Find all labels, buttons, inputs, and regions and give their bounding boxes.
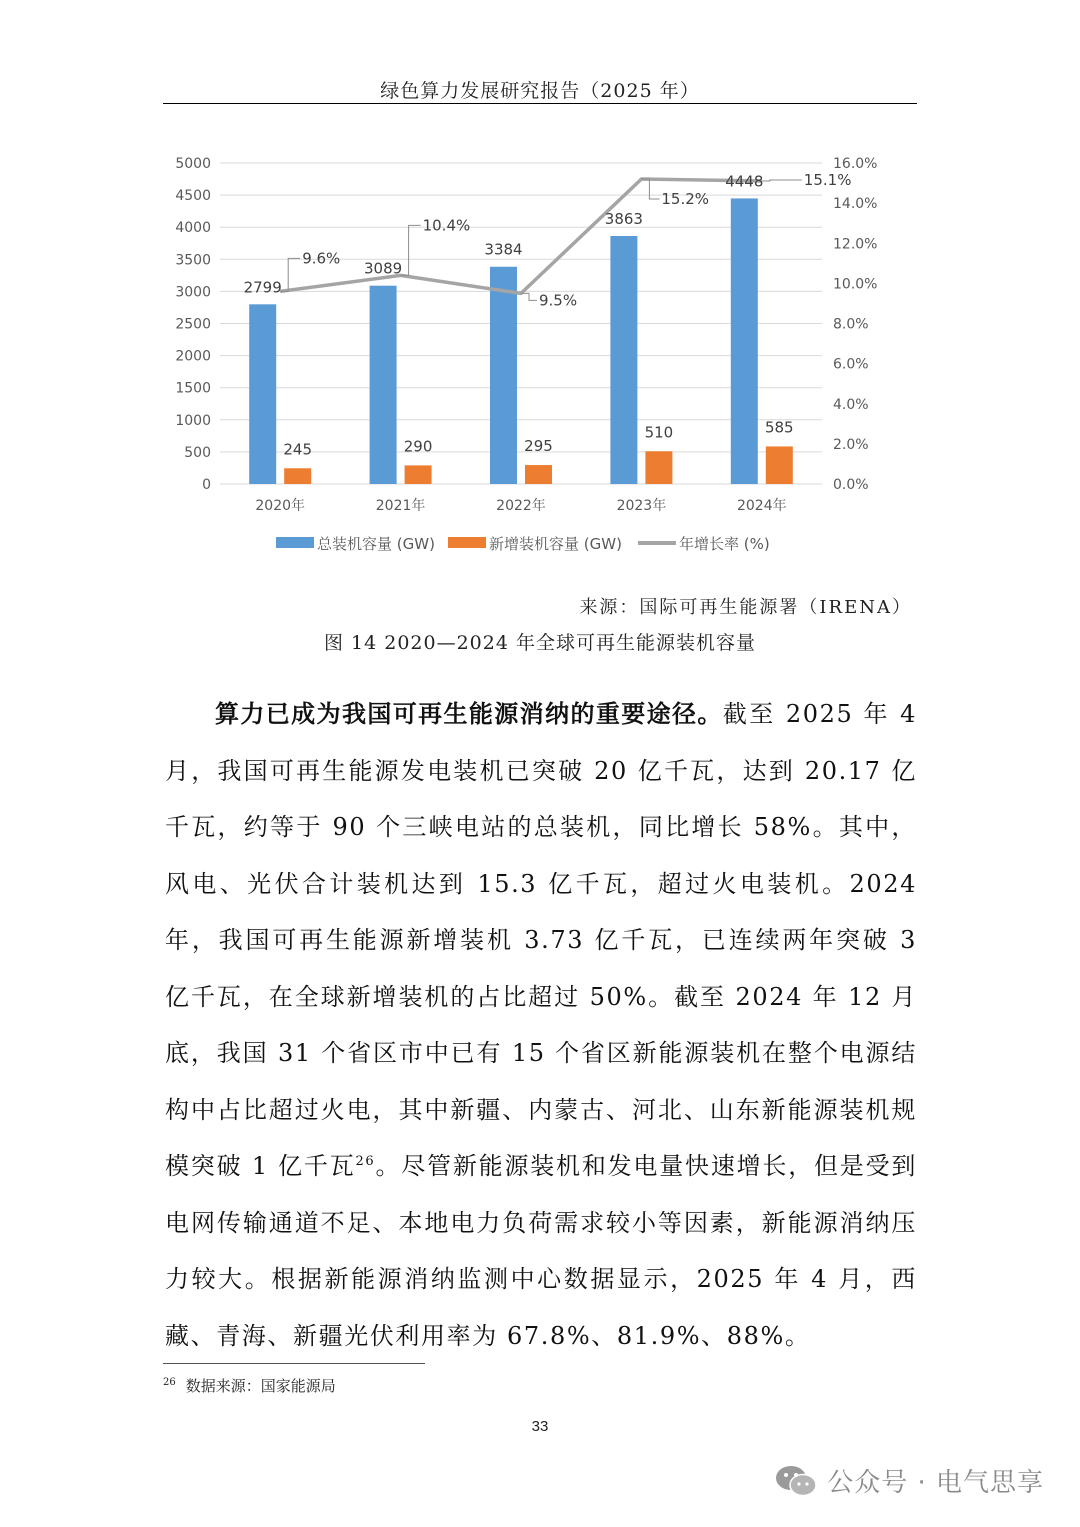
body-paragraph bbox=[165, 686, 917, 1364]
bar-new-capacity bbox=[525, 465, 552, 484]
rate-leader-line bbox=[641, 179, 659, 199]
running-header: 绿色算力发展研究报告（2025 年） bbox=[380, 80, 700, 102]
total-value-label: 3384 bbox=[484, 240, 523, 259]
chart-legend bbox=[276, 535, 770, 553]
x-category-label: 2020年 bbox=[255, 498, 306, 514]
left-tick-label: 2000 bbox=[175, 348, 211, 365]
rate-leader-line bbox=[521, 293, 537, 300]
figure-caption: 图 14 2020—2024 年全球可再生能源装机容量 bbox=[323, 632, 756, 654]
rate-value-label: 15.2% bbox=[661, 190, 710, 209]
right-tick-label: 6.0% bbox=[833, 356, 869, 373]
left-tick-label: 3500 bbox=[175, 252, 211, 269]
x-category-label: 2022年 bbox=[496, 498, 546, 514]
footnote-rule bbox=[163, 1363, 425, 1364]
page-number: 33 bbox=[531, 1418, 549, 1435]
rate-leader-line bbox=[401, 225, 421, 275]
growth-rate-line bbox=[280, 179, 802, 300]
bar-new-capacity bbox=[766, 446, 793, 484]
right-tick-label: 8.0% bbox=[833, 316, 869, 333]
new-value-label: 510 bbox=[644, 423, 674, 442]
left-tick-label: 5000 bbox=[175, 156, 211, 172]
rate-value-label: 9.6% bbox=[302, 249, 341, 268]
new-value-label: 290 bbox=[403, 437, 433, 456]
new-value-label: 245 bbox=[283, 440, 313, 459]
footnote-text: 数据来源：国家能源局 bbox=[185, 1377, 336, 1395]
body-text-2: 。尽管新能源装机和发电量快速增长，但是受到电网传输通道不足、本地电力负荷需求较小等因素，新能源消纳压力较大。根据新能源消纳监测中心数据显示，2025 年 4 月，西藏、青海、新疆光伏利用率为 67.8%、81.9%、88%。 bbox=[165, 1152, 917, 1350]
new-value-label: 295 bbox=[524, 437, 553, 456]
left-tick-label: 4000 bbox=[175, 220, 211, 237]
bar-total-capacity bbox=[370, 286, 397, 484]
rate-leader-line bbox=[762, 180, 802, 181]
rate-value-label: 15.1% bbox=[803, 171, 852, 190]
left-tick-label: 4500 bbox=[175, 188, 211, 205]
wechat-icon bbox=[775, 1464, 817, 1498]
lead-sentence: 算力已成为我国可再生能源消纳的重要途径。 bbox=[215, 700, 723, 728]
bar-total-capacity bbox=[731, 198, 758, 484]
rate-value-label: 10.4% bbox=[422, 216, 471, 235]
right-tick-label: 2.0% bbox=[833, 436, 869, 453]
new-value-label: 585 bbox=[764, 418, 794, 437]
footnote bbox=[163, 1375, 336, 1396]
bar-total-capacity bbox=[610, 236, 637, 484]
left-tick-label: 0 bbox=[202, 477, 211, 493]
left-tick-label: 1000 bbox=[175, 412, 211, 429]
right-tick-label: 12.0% bbox=[833, 236, 878, 253]
x-category-label: 2021年 bbox=[375, 498, 426, 514]
legend-swatch bbox=[448, 537, 486, 548]
capacity-chart bbox=[0, 0, 1080, 580]
total-value-label: 2799 bbox=[243, 278, 282, 297]
legend-label: 新增装机容量 (GW) bbox=[489, 535, 622, 553]
rate-value-label: 9.5% bbox=[539, 291, 578, 310]
right-tick-label: 4.0% bbox=[833, 396, 869, 413]
rate-leader-line bbox=[280, 258, 300, 291]
x-axis-categories bbox=[255, 497, 786, 514]
left-tick-label: 500 bbox=[184, 444, 211, 461]
total-value-label: 3089 bbox=[364, 259, 403, 278]
body-text-1: 截至 2025 年 4 月，我国可再生能源发电装机已突破 20 亿千瓦，达到 20.17 亿千瓦，约等于 90 个三峡电站的总装机，同比增长 58%。其中，风电、光伏合计装机达到 15.3 亿千瓦，超过火电装机。2024 年，我国可再生能源新增装机 3.73 亿千瓦，已连续两年突破 3 亿千瓦，在全球新增装机的占比超过 50%。截至 2024 年 12 月底，我国 31 个省区市中已有 15 个省区新能源装机在整个电源结构中占比超过火电，其中新疆、内蒙古、河北、山东新能源装机规模突破 1 亿千瓦 bbox=[165, 700, 917, 1180]
legend-label: 总装机容量 (GW) bbox=[317, 535, 435, 553]
footnote-ref[interactable]: 26 bbox=[355, 1154, 376, 1169]
brand-watermark bbox=[775, 1462, 1044, 1499]
legend-label: 年增长率 (%) bbox=[679, 535, 770, 553]
total-value-label: 4448 bbox=[725, 172, 764, 191]
left-tick-label: 3000 bbox=[175, 284, 211, 301]
left-tick-label: 2500 bbox=[175, 316, 211, 333]
bar-total-capacity bbox=[249, 304, 276, 484]
right-tick-label: 0.0% bbox=[833, 477, 869, 493]
footnote-number: 26 bbox=[163, 1377, 176, 1388]
x-category-label: 2024年 bbox=[736, 498, 787, 514]
brand-text: 公众号 · 电气思享 bbox=[827, 1468, 1044, 1498]
figure-source: 来源：国际可再生能源署（IRENA） bbox=[579, 597, 912, 618]
bar-new-capacity bbox=[284, 468, 311, 484]
bar-new-capacity bbox=[405, 465, 432, 484]
right-tick-label: 10.0% bbox=[833, 276, 878, 293]
right-tick-label: 14.0% bbox=[833, 196, 878, 213]
x-category-label: 2023年 bbox=[616, 498, 667, 514]
right-tick-label: 16.0% bbox=[833, 156, 878, 172]
bar-total-capacity bbox=[490, 267, 517, 484]
bar-new-capacity bbox=[645, 451, 672, 484]
left-tick-label: 1500 bbox=[175, 380, 211, 397]
data-labels bbox=[244, 171, 852, 458]
right-axis-ticks bbox=[833, 156, 877, 493]
total-value-label: 3863 bbox=[604, 209, 643, 228]
legend-swatch bbox=[276, 537, 314, 548]
left-axis-ticks bbox=[175, 156, 211, 493]
